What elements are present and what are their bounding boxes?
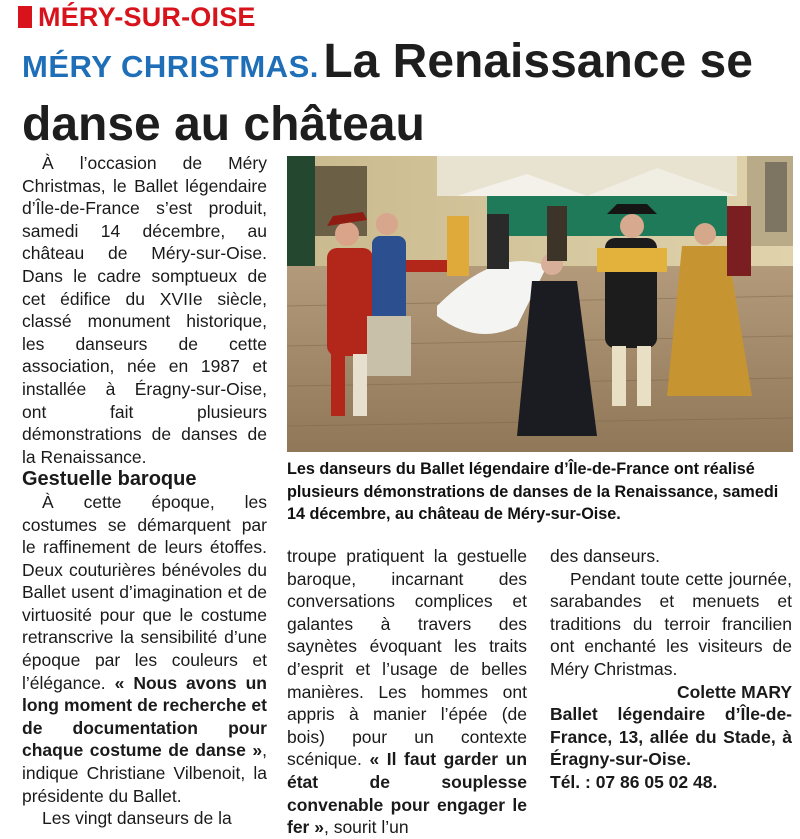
paragraph-troupe-text: troupe pratiquent la gestuelle baroque, incarnant des conversations complices et galantes à travers des saynètes évoquant les traits d’esprit et l’usage de belles manières. Les hommes ont appris à manier l’épée (de bois) pour un contexte scénique.	[287, 546, 527, 770]
paragraph-costumes	[22, 491, 267, 807]
article-column-3	[550, 545, 792, 794]
paragraph-costumes-end: , indique Christiane Vilbenoit, la présidente du Ballet.	[22, 740, 267, 806]
photo-caption: Les danseurs du Ballet légendaire d’Île-de-France ont réalisé plusieurs démonstrations de danses de la Renaissance, samedi 14 décembre, au château de Méry-sur-Oise.	[287, 460, 779, 523]
quote-president: « Nous avons un long moment de recherche et de documentation pour chaque costume de danse »	[22, 672, 267, 761]
article-column-1	[22, 152, 267, 830]
author-signature: Colette MARY	[676, 681, 792, 702]
section-header	[18, 2, 256, 32]
section-label: MÉRY-SUR-OISE	[38, 1, 256, 32]
contact-address: Ballet légendaire d’Île-de-France, 13, allée du Stade, à Éragny-sur-Oise.	[550, 704, 792, 770]
paragraph-troupe-end: , sourit l’un	[323, 817, 409, 838]
headline	[22, 36, 792, 162]
headline-title: La Renaissance se danse au château	[22, 35, 753, 151]
subheading: Gestuelle baroque	[22, 468, 197, 491]
paragraph-costumes-text: À cette époque, les costumes se démarquent par le raffinement de leurs étoffes. Deux couturières bénévoles du Ballet usent d’imagination et de virtuosité pour que le costume retranscrive la sensibilité d’une époque par les couleurs et l’élégance.	[22, 491, 267, 693]
paragraph-day: Pendant toute cette journée, sarabandes et menuets et traditions du terroir francilien ont enchanté les visiteurs de Méry Christmas.	[550, 568, 792, 679]
contact-phone: Tél. : 07 86 05 02 48.	[550, 771, 718, 792]
dancers-photo-illustration	[287, 156, 793, 452]
paragraph-dancers-end: des danseurs.	[550, 546, 660, 566]
paragraph-dancers-start: Les vingt danseurs de la	[42, 808, 232, 829]
section-marker	[18, 6, 32, 28]
quote-dancer: « Il faut garder un état de souplesse convenable pour engager le fer »	[287, 749, 528, 838]
paragraph-intro: À l’occasion de Méry Christmas, le Ballet légendaire d’Île-de-France s’est produit, samedi 14 décembre, au château de Méry-sur-Oise. Dans le cadre somptueux de cet édifice du XVIIe siècle, classé monument historique, les danseurs de cette association, née en 1987 et installée à Éragny-sur-Oise, ont fait plusieurs démonstrations de danses de la Renaissance.	[22, 153, 267, 467]
paragraph-troupe	[287, 545, 527, 839]
article-photo	[287, 156, 793, 452]
headline-kicker: MÉRY CHRISTMAS.	[22, 49, 319, 84]
article-column-2	[287, 545, 527, 839]
